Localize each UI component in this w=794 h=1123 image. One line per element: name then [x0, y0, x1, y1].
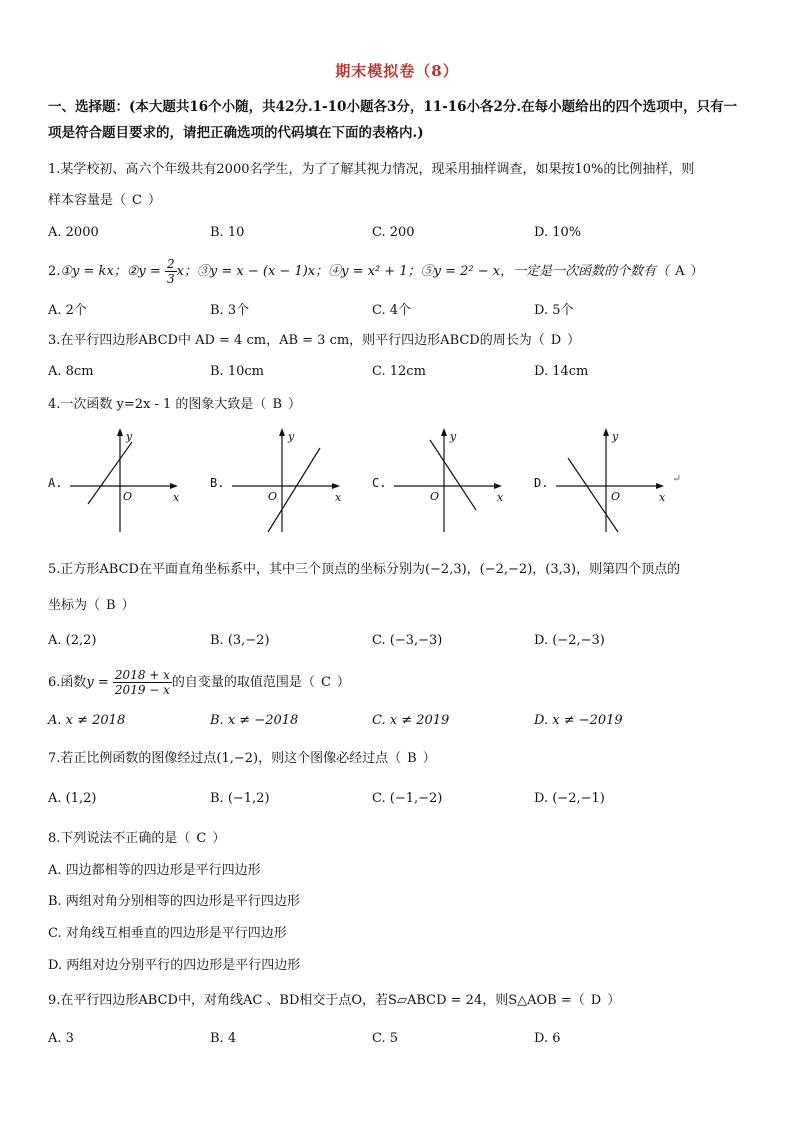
question-6-option-b: B. x ≠ −2018 — [210, 713, 299, 728]
question-6-option-c: C. x ≠ 2019 — [372, 713, 450, 728]
graph-a-x-label: x — [173, 491, 180, 504]
graph-d-origin: O — [611, 490, 621, 503]
question-2-options — [48, 299, 748, 319]
question-6-option-d: D. x ≠ −2019 — [534, 713, 623, 728]
question-9-option-b: B. 4 — [210, 1031, 237, 1046]
question-5-answer: B — [106, 598, 116, 613]
question-6-fraction — [113, 668, 172, 697]
question-5-option-a: A. (2,2) — [48, 633, 97, 648]
question-9-option-c: C. 5 — [372, 1031, 399, 1046]
question-4-line — [48, 395, 758, 415]
question-2-option-d: D. 5个 — [534, 303, 574, 318]
question-2-line — [48, 257, 758, 286]
question-2-option-b: B. 3个 — [210, 303, 250, 318]
graph-a-y-label: y — [126, 430, 133, 443]
question-5-stem-end: 坐标为（ — [48, 598, 101, 613]
question-3-option-a: A. 8cm — [48, 364, 94, 379]
question-7-options — [48, 791, 748, 811]
question-6-close: ） — [336, 675, 350, 690]
question-8-option-b: B. 两组对角分别相等的四边形是平行四边形 — [48, 894, 300, 909]
question-9-option-d: D. 6 — [534, 1031, 561, 1046]
question-6-option-a: A. x ≠ 2018 — [48, 713, 126, 728]
question-1-options — [48, 225, 748, 245]
question-9-stem: 9.在平行四边形ABCD中，对角线AC 、BD相交于点O，若S▱ABCD = 24，则S△AOB =（ — [48, 993, 585, 1008]
question-2-item-1: ①y = kx；②y = — [60, 264, 161, 279]
question-6-stem: 的自变量的取值范围是（ — [171, 675, 315, 690]
question-8-option-d: D. 两组对边分别平行的四边形是平行四边形 — [48, 958, 301, 973]
question-4-answer: B — [272, 397, 282, 412]
question-6-fraction-denominator: 2019 − x — [114, 683, 170, 697]
question-8-option-c: C. 对角线互相垂直的四边形是平行四边形 — [48, 926, 287, 941]
question-6-lhs: y = — [86, 675, 109, 690]
graph-a — [70, 428, 182, 536]
question-5-close: ） — [121, 598, 135, 613]
graph-b-label: B. — [210, 476, 225, 490]
question-2-option-c: C. 4个 — [372, 303, 412, 318]
question-7-close: ） — [422, 751, 436, 766]
graph-b — [232, 428, 344, 536]
graph-c-label: C. — [372, 476, 387, 490]
graph-d-label: D. — [534, 476, 549, 490]
question-8-answer: C — [196, 831, 207, 846]
question-8-stem: 8.下列说法不正确的是（ — [48, 831, 191, 846]
graph-b-y-label: y — [288, 430, 295, 443]
question-3-line — [48, 331, 758, 351]
question-9-line — [48, 991, 758, 1011]
question-5-line-2 — [48, 596, 758, 616]
question-1-option-a: A. 2000 — [48, 225, 99, 240]
graph-c-origin: O — [430, 490, 440, 503]
question-9-options — [48, 1031, 748, 1051]
question-7-answer: B — [407, 751, 417, 766]
question-5-option-b: B. (3,−2) — [210, 633, 270, 648]
question-4-stem: 4.一次函数 y=2x - 1 的图象大致是（ — [48, 397, 267, 412]
graph-a-origin: O — [123, 490, 133, 503]
question-2-fraction-numerator: 2 — [166, 257, 175, 271]
question-2-fraction — [165, 257, 177, 286]
section-heading: 一、选择题：(本大题共16个小随，共42分.1-10小题各3分，11-16小各2分.在每小题给出的四个选项中，只有一项是符合题目要求的，请把正确选项的代码填在下面的表格内.) — [48, 99, 738, 141]
question-5-option-c: C. (−3,−3) — [372, 633, 443, 648]
question-1-line-2 — [48, 191, 758, 211]
graph-a-label: A. — [48, 476, 63, 490]
graph-d-x-label: x — [659, 491, 666, 504]
question-6-line — [48, 668, 758, 697]
question-2-number: 2. — [48, 264, 61, 279]
question-3-stem: 3.在平行四边形ABCD中 AD = 4 cm，AB = 3 cm，则平行四边形ABCD的周长为（ — [48, 333, 545, 348]
question-1-stem-end: 样本容量是（ — [48, 193, 127, 208]
question-7-stem: 7.若正比例函数的图像经过点(1,−2)，则这个图像必经过点（ — [48, 751, 402, 766]
question-8-line — [48, 829, 758, 849]
question-2-answer: A — [675, 264, 685, 279]
graph-b-x-label: x — [335, 491, 342, 504]
question-9-close: ） — [607, 993, 621, 1008]
question-9-option-a: A. 3 — [48, 1031, 74, 1046]
question-1-line-1: 1.某学校初、高六个年级共有2000名学生，为了了解其视力情况，现采用抽样调查，如果按10%的比例抽样，则 — [48, 162, 695, 177]
question-7-option-b: B. (−1,2) — [210, 791, 270, 806]
question-3-option-b: B. 10cm — [210, 364, 264, 379]
graph-c-y-label: y — [450, 430, 457, 443]
question-7-option-a: A. (1,2) — [48, 791, 97, 806]
question-6-answer: C — [320, 675, 331, 690]
graph-b-origin: O — [268, 490, 278, 503]
page-title: 期末模拟卷（8） — [335, 62, 459, 80]
question-2-option-a: A. 2个 — [48, 303, 87, 318]
question-3-answer: D — [550, 333, 562, 348]
question-8-close: ） — [212, 831, 226, 846]
graph-d — [556, 428, 668, 536]
question-7-option-d: D. (−2,−1) — [534, 791, 605, 806]
question-6-number: 6.函数 — [48, 675, 87, 690]
question-6-fraction-numerator: 2018 + x — [114, 668, 170, 682]
graph-d-y-label: y — [612, 430, 619, 443]
question-5-option-d: D. (−2,−3) — [534, 633, 605, 648]
graph-c — [394, 428, 506, 536]
question-2-fraction-denominator: 3 — [166, 272, 175, 286]
question-4-close: ） — [288, 397, 302, 412]
question-3-close: ） — [567, 333, 581, 348]
return-mark-icon: ↵ — [672, 472, 682, 485]
question-6-options — [48, 713, 748, 733]
question-1-option-c: C. 200 — [372, 225, 415, 240]
question-2-close: ） — [690, 264, 704, 279]
question-7-option-c: C. (−1,−2) — [372, 791, 443, 806]
question-5-line-1: 5.正方形ABCD在平面直角坐标系中，其中三个顶点的坐标分别为(−2,3)，(−2,−2)，(3,3)，则第四个顶点的 — [48, 562, 681, 577]
question-1-answer: C — [132, 193, 142, 208]
graph-c-x-label: x — [497, 491, 504, 504]
question-7-line — [48, 749, 758, 769]
question-8-option-a: A. 四边都相等的四边形是平行四边形 — [48, 863, 261, 878]
question-3-option-c: C. 12cm — [372, 364, 426, 379]
question-1-option-b: B. 10 — [210, 225, 245, 240]
question-1-option-d: D. 10% — [534, 225, 582, 240]
question-9-answer: D — [590, 993, 602, 1008]
question-5-options — [48, 633, 748, 653]
question-2-items-rest: x；③y = x − (x − 1)x；④y = x² + 1；⑤y = 2² − x，一定是一次函数的个数有（ — [176, 264, 670, 279]
question-3-option-d: D. 14cm — [534, 364, 589, 379]
question-1-close: ） — [147, 193, 161, 208]
question-3-options — [48, 364, 748, 384]
